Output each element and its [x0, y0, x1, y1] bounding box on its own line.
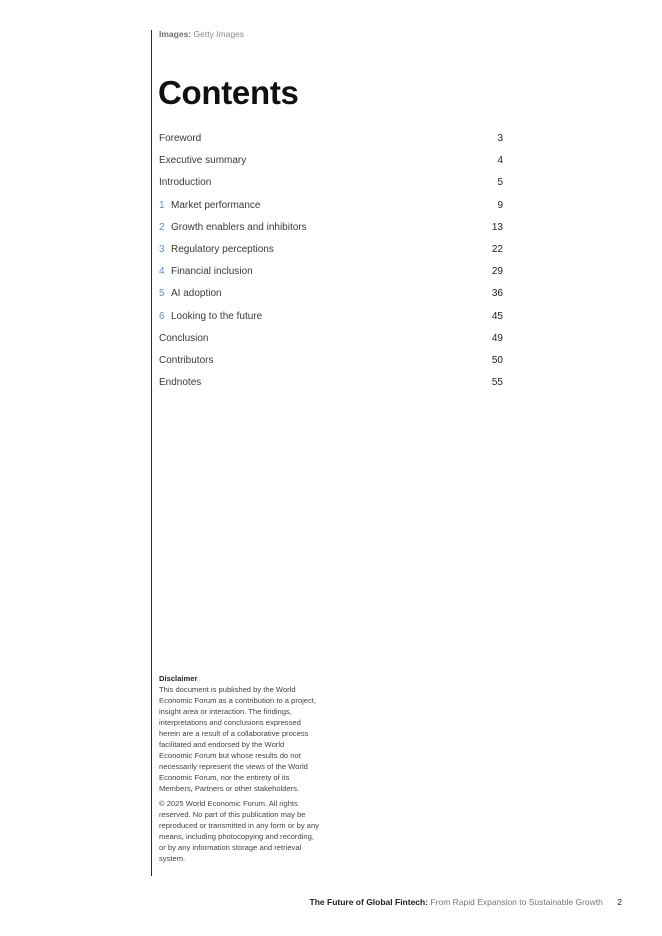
- toc-section-number: 5: [159, 288, 165, 300]
- toc-page-number: 50: [491, 354, 503, 366]
- toc-entry-label: Contributors: [159, 354, 214, 366]
- toc-entry-label: Looking to the future: [171, 310, 263, 322]
- toc-page-number: 3: [497, 133, 503, 144]
- toc-entry-label: Executive summary: [159, 155, 247, 167]
- toc-page-number: 36: [491, 288, 503, 300]
- toc-section-number: 1: [159, 199, 165, 211]
- image-credit: [159, 29, 244, 40]
- toc-section-number: 2: [159, 221, 165, 233]
- toc-page-number: 5: [497, 177, 503, 189]
- footer-page-number: 2: [617, 897, 622, 907]
- toc-section-number: 6: [159, 310, 165, 322]
- toc-entry[interactable]: [159, 286, 503, 308]
- toc-entry-label: Regulatory perceptions: [171, 243, 274, 255]
- toc-entry[interactable]: [159, 175, 503, 197]
- toc-entry-label: Foreword: [159, 133, 202, 144]
- toc-page-number: 29: [491, 266, 503, 278]
- toc-page-number: 55: [491, 377, 503, 389]
- toc-section-number: 3: [159, 243, 165, 255]
- toc-entry[interactable]: [159, 220, 503, 242]
- copyright-notice: © 2025 World Economic Forum. All rights reserved. No part of this publication may be reproduced or transmitted in any form or by any means, including photocopying and recording, or by any information storage and retrieval system.: [159, 799, 319, 863]
- table-of-contents: [159, 131, 503, 397]
- disclaimer-heading: Disclaimer: [159, 674, 198, 683]
- toc-page-number: 4: [497, 155, 503, 167]
- toc-entry-label: Conclusion: [159, 332, 209, 344]
- toc-entry[interactable]: [159, 375, 503, 397]
- toc-page-number: 22: [491, 243, 503, 255]
- toc-section-number: 4: [159, 266, 165, 278]
- image-credit-label: Images:: [159, 29, 192, 39]
- footer-report-subtitle: From Rapid Expansion to Sustainable Growth: [430, 897, 603, 907]
- page-footer: [310, 897, 622, 908]
- toc-entry[interactable]: [159, 264, 503, 286]
- toc-entry[interactable]: [159, 353, 503, 375]
- toc-entry-label: Financial inclusion: [171, 266, 253, 278]
- image-credit-value: Getty Images: [193, 29, 245, 39]
- left-margin-rule: [151, 30, 152, 876]
- toc-entry[interactable]: [159, 198, 503, 220]
- footer-report-title: The Future of Global Fintech:: [309, 897, 429, 907]
- toc-entry-label: Market performance: [171, 199, 261, 211]
- toc-entry-label: Endnotes: [159, 377, 202, 389]
- toc-page-number: 45: [491, 310, 503, 322]
- page-title: Contents: [158, 74, 299, 111]
- toc-entry[interactable]: [159, 331, 503, 353]
- disclaimer: [159, 673, 319, 864]
- toc-entry[interactable]: [159, 131, 503, 153]
- toc-page-number: 49: [491, 332, 503, 344]
- toc-entry[interactable]: [159, 309, 503, 331]
- toc-entry-label: Introduction: [159, 177, 212, 189]
- toc-page-number: 9: [497, 199, 503, 211]
- toc-entry-label: AI adoption: [171, 288, 222, 300]
- toc-entry-label: Growth enablers and inhibitors: [171, 221, 307, 233]
- toc-page-number: 13: [491, 221, 503, 233]
- toc-entry[interactable]: [159, 242, 503, 264]
- disclaimer-body: This document is published by the World Economic Forum as a contribution to a project, insight area or interaction. The findings, interpretations and conclusions expressed herein are a result of a collaborative process facilitated and endorsed by the World Economic Forum but whose results do not necessarily represent the views of the World Economic Forum, nor the entirety of its Members, Partners or other stakeholders.: [159, 685, 317, 793]
- toc-entry[interactable]: [159, 153, 503, 175]
